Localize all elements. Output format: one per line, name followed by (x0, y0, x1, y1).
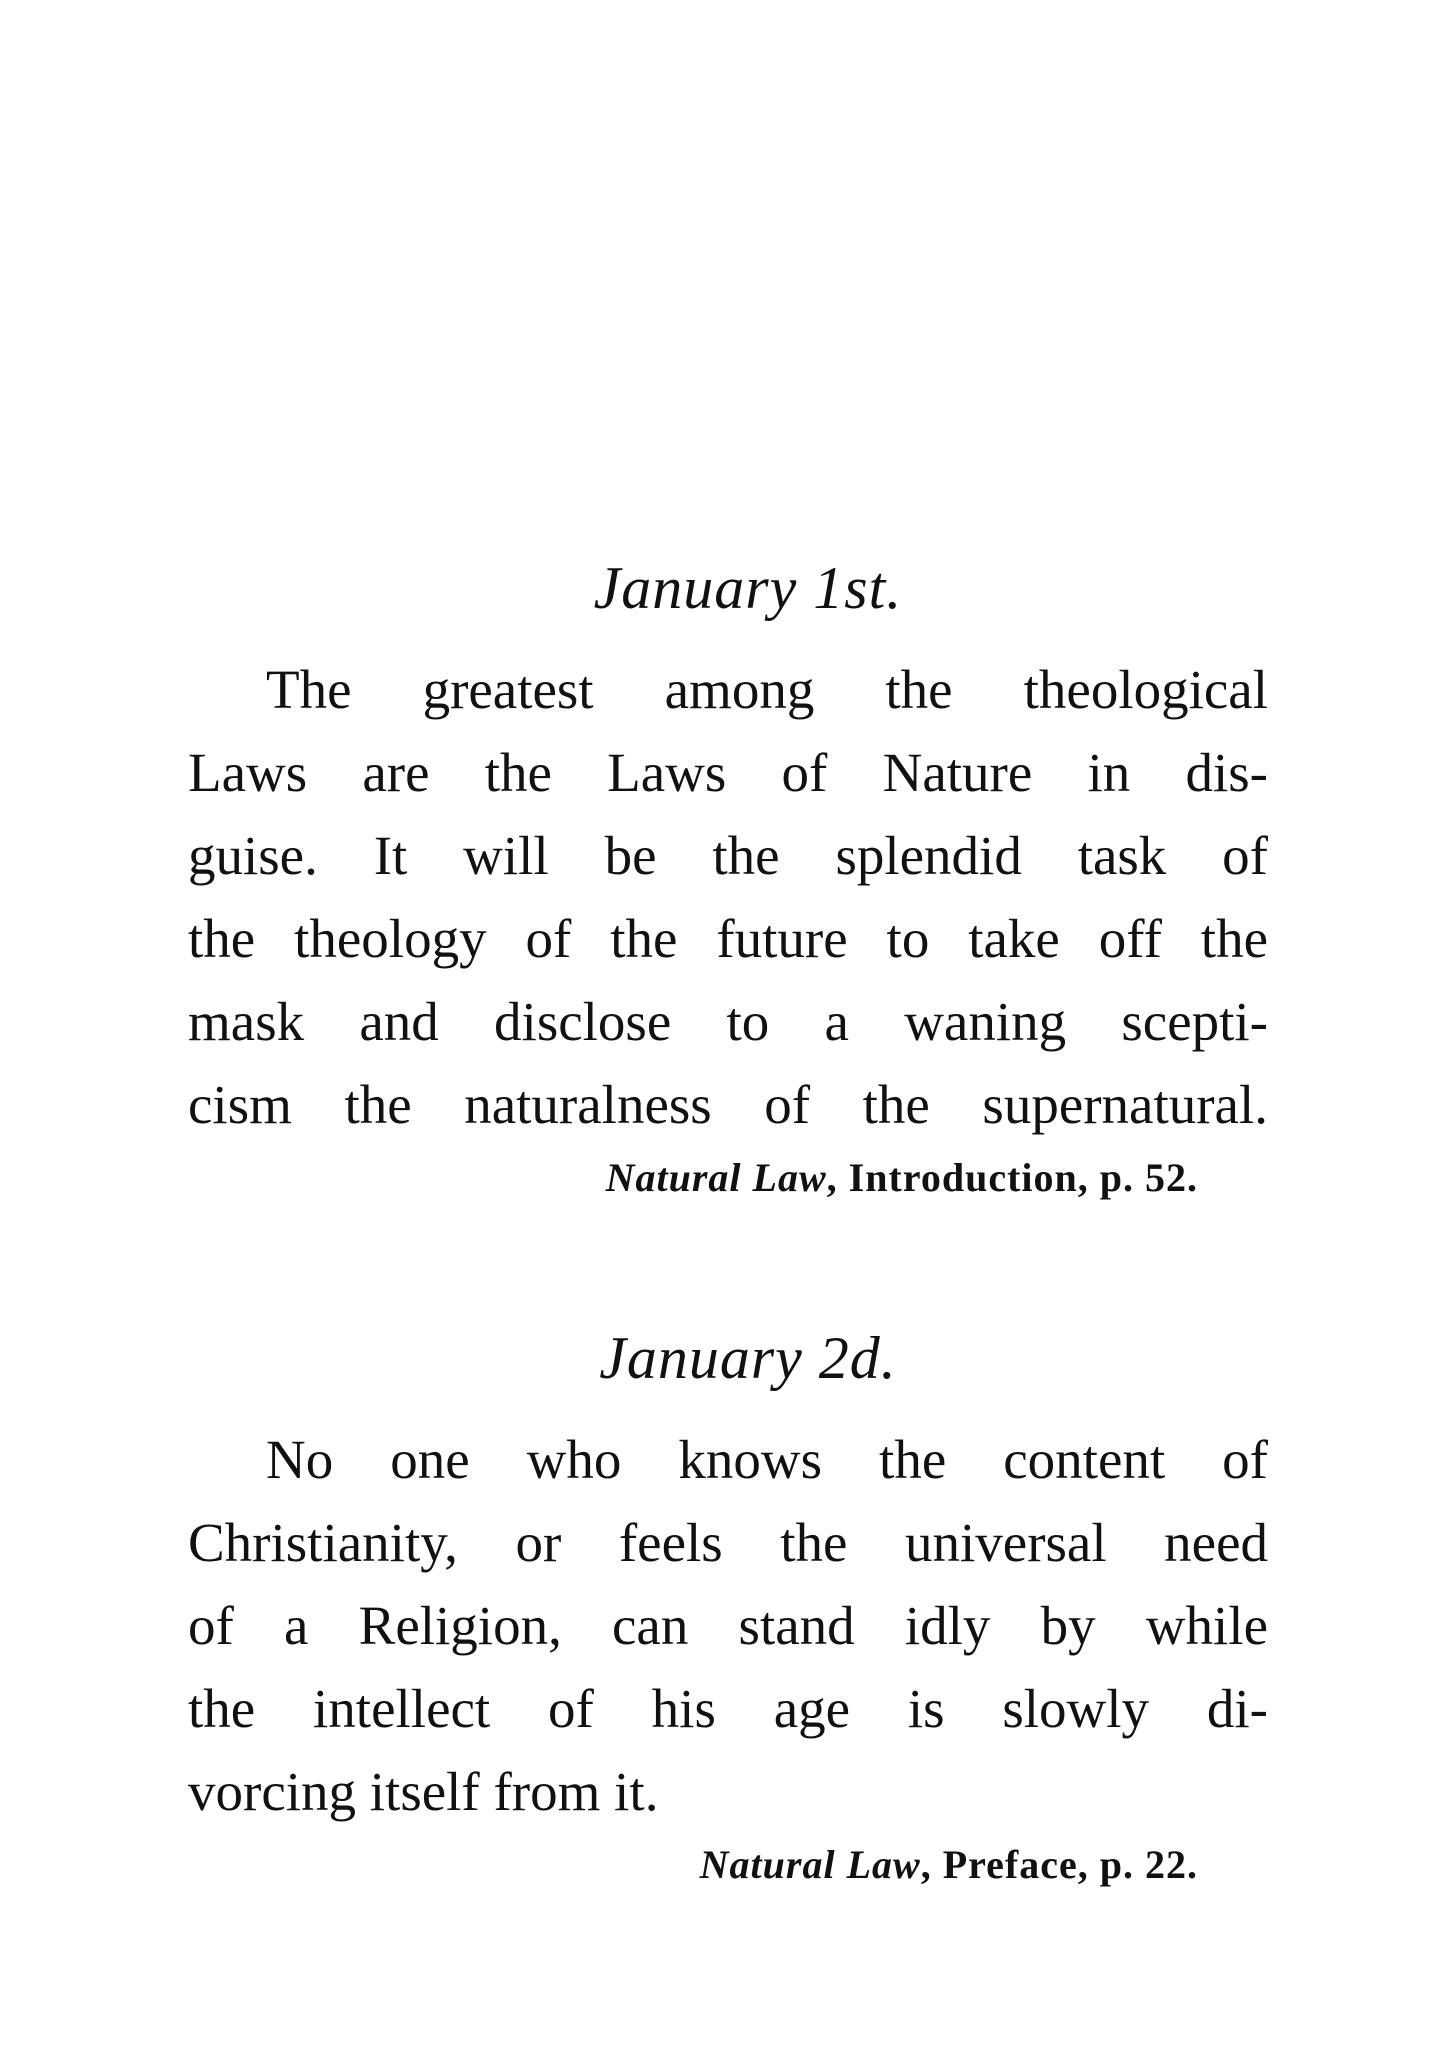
text-line: The greatest among the theological (266, 659, 1268, 720)
entry-january-1 (188, 548, 1268, 1208)
citation-reference: , Introduction, p. 52. (826, 1155, 1198, 1200)
citation (188, 1148, 1268, 1208)
text-line: cism the naturalness of the supernatural. (188, 1074, 1268, 1135)
entry-january-2 (188, 1318, 1268, 1895)
citation-work: Natural Law (605, 1155, 827, 1200)
entry-text (188, 1418, 1268, 1833)
text-line: guise. It will be the splendid task of (188, 825, 1268, 886)
text-line: Christianity, or feels the universal need (188, 1512, 1268, 1573)
citation-reference: , Preface, p. 22. (920, 1842, 1198, 1887)
text-line: the intellect of his age is slowly di- (188, 1678, 1268, 1739)
text-line: of a Religion, can stand idly by while (188, 1595, 1268, 1656)
text-line: Laws are the Laws of Nature in dis- (188, 742, 1268, 803)
entry-date: January 1st. (593, 555, 903, 621)
text-line: the theology of the future to take off the (188, 908, 1268, 969)
text-line: vorcing itself from it. (188, 1761, 659, 1822)
entry-date: January 2d. (599, 1325, 897, 1391)
text-line: mask and disclose to a waning scepti- (188, 991, 1268, 1052)
citation (188, 1835, 1268, 1895)
citation-work: Natural Law (699, 1842, 921, 1887)
text-line: No one who knows the content of (266, 1429, 1268, 1490)
entry-text (188, 648, 1268, 1146)
